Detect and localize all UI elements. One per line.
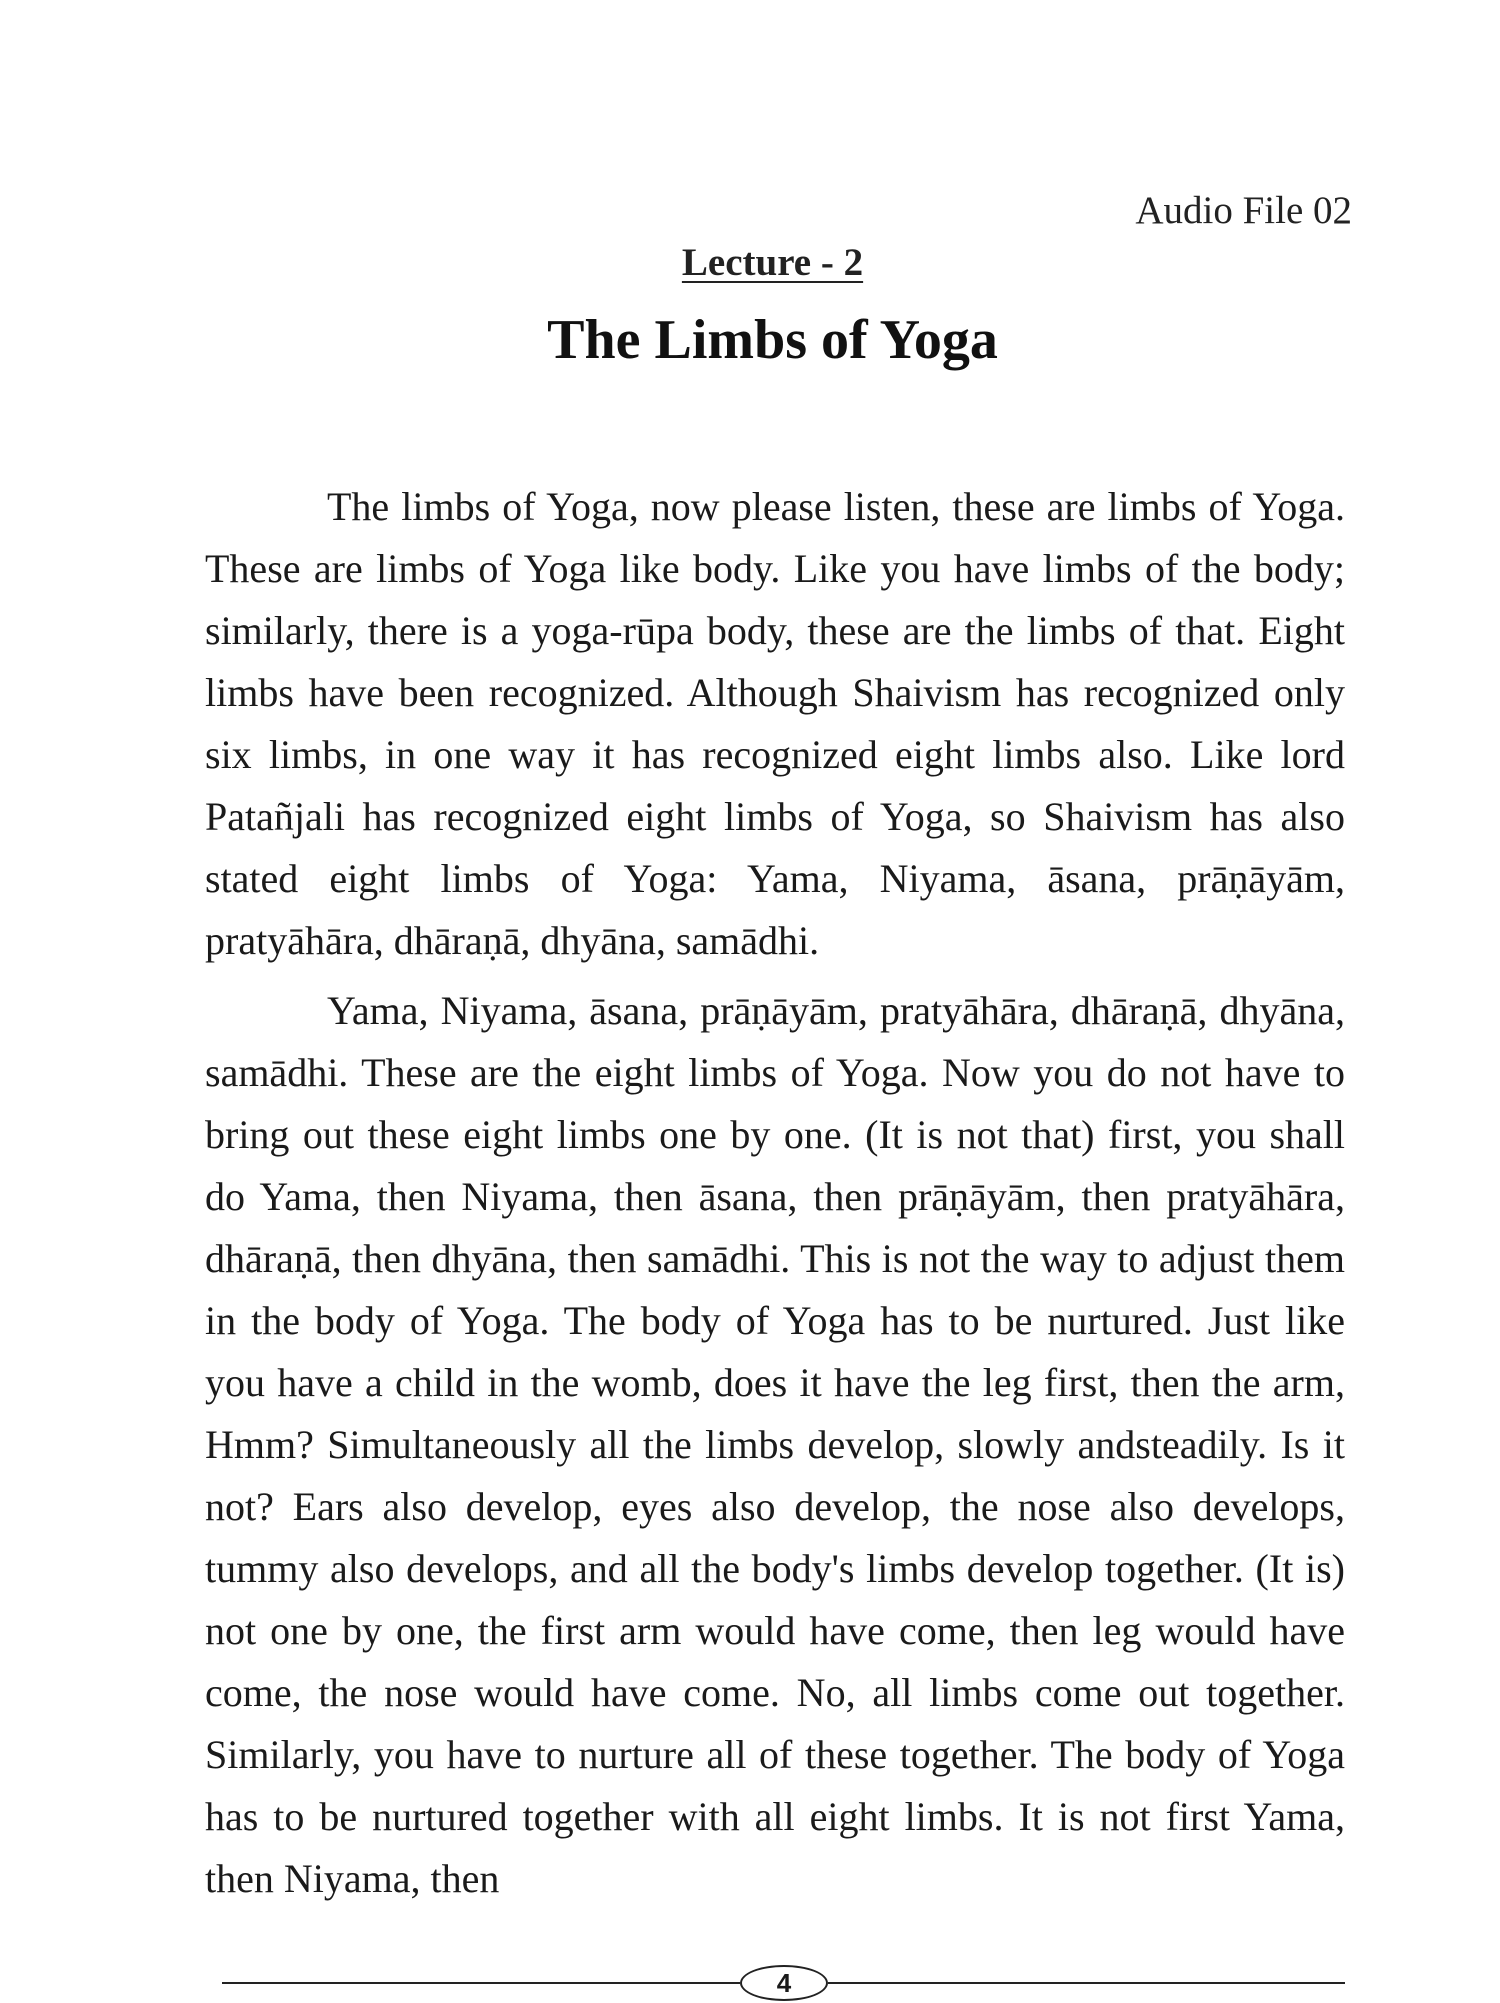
lecture-number-text: Lecture - 2 bbox=[681, 241, 864, 284]
footer-rule-left bbox=[222, 1982, 740, 1984]
page-title: The Limbs of Yoga bbox=[547, 309, 998, 371]
paragraph-1: The limbs of Yoga, now please listen, these are limbs of Yoga. These are limbs of Yoga like body. Like you have limbs of the body; similarly, there is a yoga-rūpa body, these are the limbs of that. Eight limbs have been recognized. Although Shaivism has recognized only six limbs, in one way it has recognized eight limbs also. Like lord Patañjali has recognized eight limbs of Yoga, so Shaivism has also stated eight limbs of Yoga: Yama, Niyama, āsana, prāṇāyām, pratyāhāra, dhāraṇā, dhyāna, samādhi. bbox=[205, 484, 1345, 963]
lecture-number bbox=[0, 240, 1500, 285]
audio-file-label: Audio File 02 bbox=[1135, 189, 1352, 232]
footer-rule-right bbox=[828, 1982, 1345, 1984]
body-text bbox=[205, 476, 1345, 1918]
paragraph-2: Yama, Niyama, āsana, prāṇāyām, pratyāhāra, dhāraṇā, dhyāna, samādhi. These are the eight limbs of Yoga. Now you do not have to bring out these eight limbs one by one. (It is not that) first, you shall do Yama, then Niyama, then āsana, then prāṇāyām, then pratyāhāra, dhāraṇā, then dhyāna, then samādhi. This is not the way to adjust them in the body of Yoga. The body of Yoga has to be nurtured. Just like you have a child in the womb, does it have the leg first, then the arm, Hmm? Simultaneously all the limbs develop, slowly andsteadily. Is it not? Ears also develop, eyes also develop, the nose also develops, tummy also develops, and all the body's limbs develop together. (It is) not one by one, the first arm would have come, then leg would have come, the nose would have come. No, all limbs come out together. Similarly, you have to nurture all of these together. The body of Yoga has to be nurtured together with all eight limbs. It is not first Yama, then Niyama, then bbox=[205, 988, 1345, 1901]
page-number: 4 bbox=[740, 1965, 828, 2001]
page-footer bbox=[222, 1963, 1345, 2003]
